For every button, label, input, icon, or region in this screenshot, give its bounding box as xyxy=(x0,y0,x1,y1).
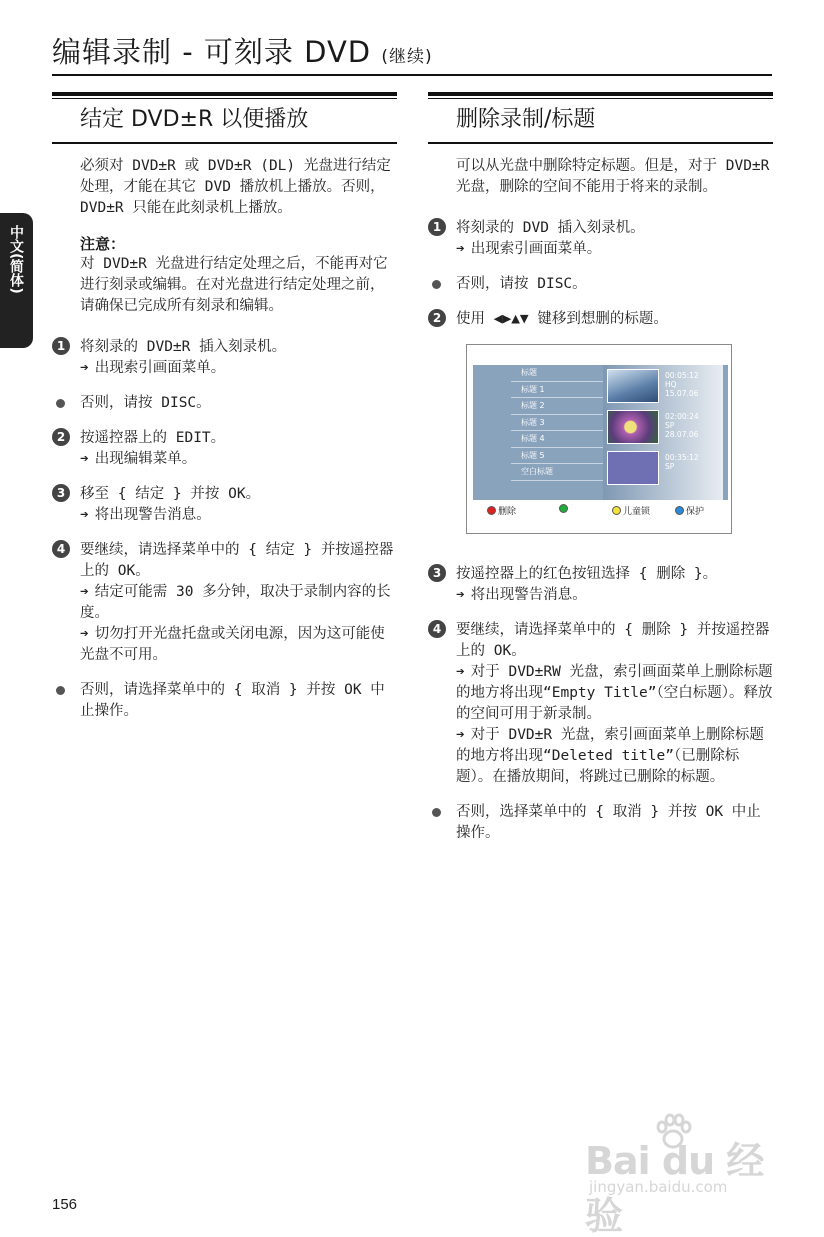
note-label: 注意： xyxy=(80,235,126,253)
step-2 xyxy=(52,428,397,470)
step-4 xyxy=(52,540,397,666)
legend-delete: 删除 xyxy=(487,504,516,517)
thumbnail-info: 02:00:24 SP 28.07.06 xyxy=(665,412,699,439)
thumbnail-image xyxy=(607,451,659,485)
step-number-4: 4 xyxy=(52,540,70,558)
menu-item: 标题 2 xyxy=(511,398,603,415)
thumbnail-image xyxy=(607,410,659,444)
section-title: 结定 DVD±R 以便播放 xyxy=(80,107,309,132)
step-number-2: 2 xyxy=(428,309,446,327)
color-button-legend xyxy=(467,502,731,520)
menu-background xyxy=(473,365,728,500)
step-text: 使用 ◀▶▲▼ 键移到想删的标题。 xyxy=(456,311,668,327)
bullet-text: 否则，请按 DISC。 xyxy=(80,395,211,411)
yellow-button-icon xyxy=(612,506,621,515)
page-title-text: 编辑录制 - 可刻录 DVD xyxy=(52,35,372,69)
intro-paragraph: 必须对 DVD±R 或 DVD±R (DL) 光盘进行结定处理，才能在其它 DVD 播放机上播放。否则，DVD±R 只能在此刻录机上播放。 xyxy=(80,158,391,216)
arrow-right-icon: ➔ xyxy=(80,584,89,600)
arrow-right-icon: ➔ xyxy=(456,727,465,743)
thumbnail-panel xyxy=(603,365,723,500)
arrow-right-icon: ➔ xyxy=(456,241,465,257)
section-title: 删除录制/标题 xyxy=(456,107,596,132)
step-4 xyxy=(428,620,773,788)
step-result: ➔ 将出现警告消息。 xyxy=(80,507,211,523)
menu-item: 标题 5 xyxy=(511,448,603,465)
menu-item: 空白标题 xyxy=(511,464,603,481)
bullet-item xyxy=(52,393,397,414)
page-number: 156 xyxy=(52,1196,78,1213)
step-text: 将刻录的 DVD 插入刻录机。 xyxy=(456,220,645,236)
step-result: ➔ 对于 DVD±RW 光盘，索引画面菜单上删除标题的地方将出现“Empty Title”（空白标题）。释放的空间可用于新录制。 xyxy=(456,664,773,722)
step-result: ➔ 出现索引画面菜单。 xyxy=(456,241,602,257)
thumbnail-info: 00:05:12 HQ 15.07.06 xyxy=(665,371,699,398)
section-heading-delete xyxy=(428,92,773,144)
arrow-right-icon: ➔ xyxy=(456,664,465,680)
section-heading-finalize xyxy=(52,92,397,144)
bullet-text: 否则，选择菜单中的 { 取消 } 并按 OK 中止操作。 xyxy=(456,804,761,841)
bullet-icon xyxy=(56,399,65,408)
watermark-logo: Bai du 经验 xyxy=(585,1139,764,1237)
bullet-text: 否则，请选择菜单中的 { 取消 } 并按 OK 中止操作。 xyxy=(80,682,385,719)
step-1 xyxy=(428,218,773,260)
arrow-right-icon: ➔ xyxy=(80,360,89,376)
bullet-item xyxy=(52,680,397,722)
step-result: ➔ 对于 DVD±R 光盘，索引画面菜单上删除标题的地方将出现“Deleted title”（已删除标题）。在播放期间，将跳过已删除的标题。 xyxy=(456,727,764,785)
arrow-right-icon: ➔ xyxy=(456,587,465,603)
watermark-url: jingyan.baidu.com xyxy=(589,1178,728,1196)
step-number-4: 4 xyxy=(428,620,446,638)
baidu-jingyan-watermark xyxy=(585,1112,785,1237)
right-column xyxy=(428,92,773,844)
legend-green xyxy=(559,504,570,515)
step-text: 将刻录的 DVD±R 插入刻录机。 xyxy=(80,339,287,355)
step-result: ➔ 出现编辑菜单。 xyxy=(80,451,197,467)
title-divider xyxy=(52,74,772,76)
step-3 xyxy=(428,564,773,606)
index-menu-screenshot xyxy=(466,344,732,534)
arrow-right-icon: ➔ xyxy=(80,626,89,642)
green-button-icon xyxy=(559,504,568,513)
intro-paragraph: 可以从光盘中删除特定标题。但是，对于 DVD±R 光盘，删除的空间不能用于将来的录制。 xyxy=(456,158,770,195)
arrow-right-icon: ➔ xyxy=(80,507,89,523)
arrow-right-icon: ➔ xyxy=(80,451,89,467)
bullet-item xyxy=(428,274,773,295)
step-1 xyxy=(52,337,397,379)
menu-item: 标题 1 xyxy=(511,382,603,399)
step-text: 移至 { 结定 } 并按 OK。 xyxy=(80,486,261,502)
title-list xyxy=(511,365,603,481)
left-column xyxy=(52,92,397,722)
language-tab-label: 中文(简体) xyxy=(8,225,24,294)
page-title xyxy=(52,30,433,71)
bullet-icon xyxy=(432,280,441,289)
legend-child-lock: 儿童锁 xyxy=(612,504,650,517)
step-number-3: 3 xyxy=(428,564,446,582)
step-text: 要继续，请选择菜单中的 { 删除 } 并按遥控器上的 OK。 xyxy=(456,622,770,659)
page-title-suffix: (继续) xyxy=(381,47,433,67)
step-text: 按遥控器上的 EDIT。 xyxy=(80,430,226,446)
step-number-2: 2 xyxy=(52,428,70,446)
step-number-1: 1 xyxy=(52,337,70,355)
step-text: 要继续，请选择菜单中的 { 结定 } 并按遥控器上的 OK。 xyxy=(80,542,394,579)
bullet-icon xyxy=(56,686,65,695)
step-2 xyxy=(428,309,773,330)
step-number-1: 1 xyxy=(428,218,446,236)
blue-button-icon xyxy=(675,506,684,515)
thumbnail-image xyxy=(607,369,659,403)
bullet-item xyxy=(428,802,773,844)
step-result: ➔ 切勿打开光盘托盘或关闭电源，因为这可能使光盘不可用。 xyxy=(80,626,385,663)
menu-item: 标题 3 xyxy=(511,415,603,432)
legend-protect: 保护 xyxy=(675,504,704,517)
step-result: ➔ 出现索引画面菜单。 xyxy=(80,360,226,376)
bullet-icon xyxy=(432,808,441,817)
step-result: ➔ 将出现警告消息。 xyxy=(456,587,587,603)
language-tab xyxy=(0,213,33,348)
step-result: ➔ 结定可能需 30 多分钟，取决于录制内容的长度。 xyxy=(80,584,391,621)
menu-item: 标题 4 xyxy=(511,431,603,448)
red-button-icon xyxy=(487,506,496,515)
step-number-3: 3 xyxy=(52,484,70,502)
bullet-text: 否则，请按 DISC。 xyxy=(456,276,587,292)
note-text: 对 DVD±R 光盘进行结定处理之后，不能再对它进行刻录或编辑。在对光盘进行结定处理之前，请确保已完成所有刻录和编辑。 xyxy=(80,256,388,314)
step-3 xyxy=(52,484,397,526)
step-text: 按遥控器上的红色按钮选择 { 删除 }。 xyxy=(456,566,718,582)
menu-item: 标题 xyxy=(511,365,603,382)
thumbnail-info: 00:35:12 SP xyxy=(665,453,699,471)
